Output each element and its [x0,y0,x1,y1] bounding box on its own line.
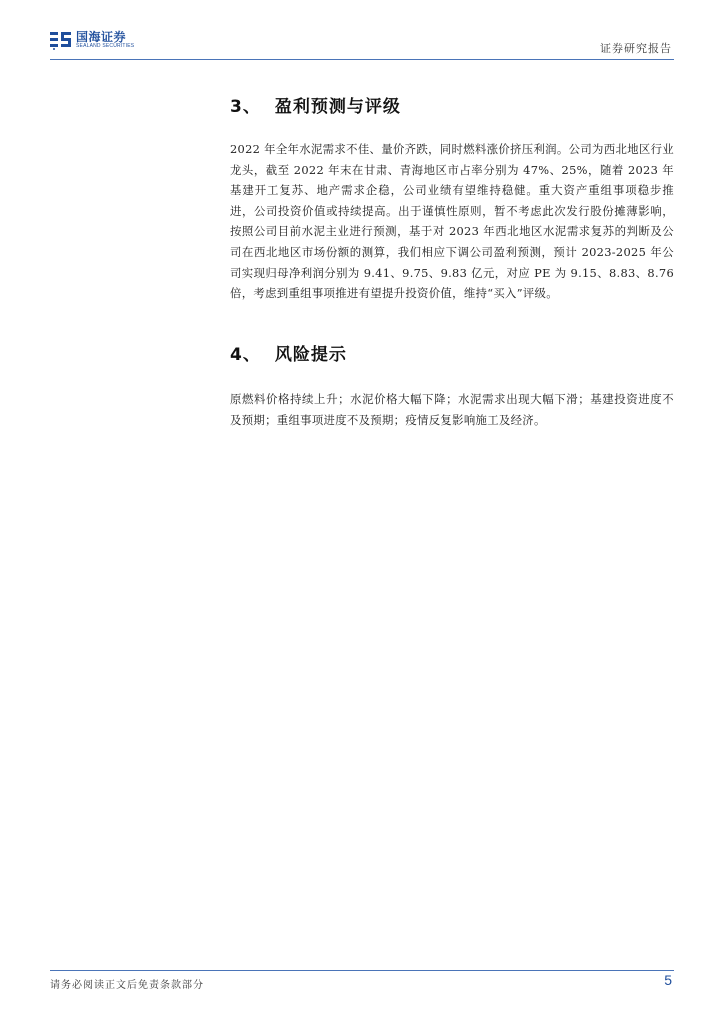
company-logo [50,30,134,50]
section-risk-warning [230,340,674,430]
disclaimer-note: 请务必阅读正文后免责条款部分 [50,980,204,991]
header-divider [50,59,674,60]
section-heading [230,92,674,117]
page-header [50,28,674,58]
section-paragraph: 原燃料价格持续上升；水泥价格大幅下降；水泥需求出现大幅下滑；基建投资进度不及预期；重组事项进度不及预期；疫情反复影响施工及经济。 [230,392,674,427]
logo-chinese-name: 国海证券 [76,30,127,44]
section-title-text: 风险提示 [274,345,347,365]
logo-english-name: SEALAND SECURITIES [76,43,135,49]
section-earnings-forecast [230,92,674,304]
page-number: 5 [664,972,672,988]
logo-text [76,31,134,49]
section-title-text: 盈利预测与评级 [274,97,401,117]
sealand-logo-icon [50,30,72,50]
section-heading [230,340,674,365]
section-number: 3、 [230,97,261,117]
footer-divider [50,970,674,971]
section-paragraph: 2022 年全年水泥需求不佳、量价齐跌，同时燃料涨价挤压利润。公司为西北地区行业龙头，截至 2022 年末在甘肃、青海地区市占率分别为 47%、25%，随着 2023 年基建开工复苏、地产需求企稳，公司业绩有望维持稳健。重大资产重组事项稳步推进，公司投资价值或持续提高。出于谨慎性原则，暂不考虑此次发行股份摊薄影响，按照公司目前水泥主业进行预测，基于对 2023 年西北地区水泥需求复苏的判断及公司在西北地区市场份额的测算，我们相应下调公司盈利预测，预计 2023-2025 年公司实现归母净利润分别为 9.41、9.75、9.83 亿元，对应 PE 为 9.15、8.83、8.76 倍，考虑到重组事项推进有望提升投资价值，维持“买入”评级。 [230,142,674,301]
report-type-label: 证券研究报告 [600,42,672,55]
section-number: 4、 [230,345,261,365]
